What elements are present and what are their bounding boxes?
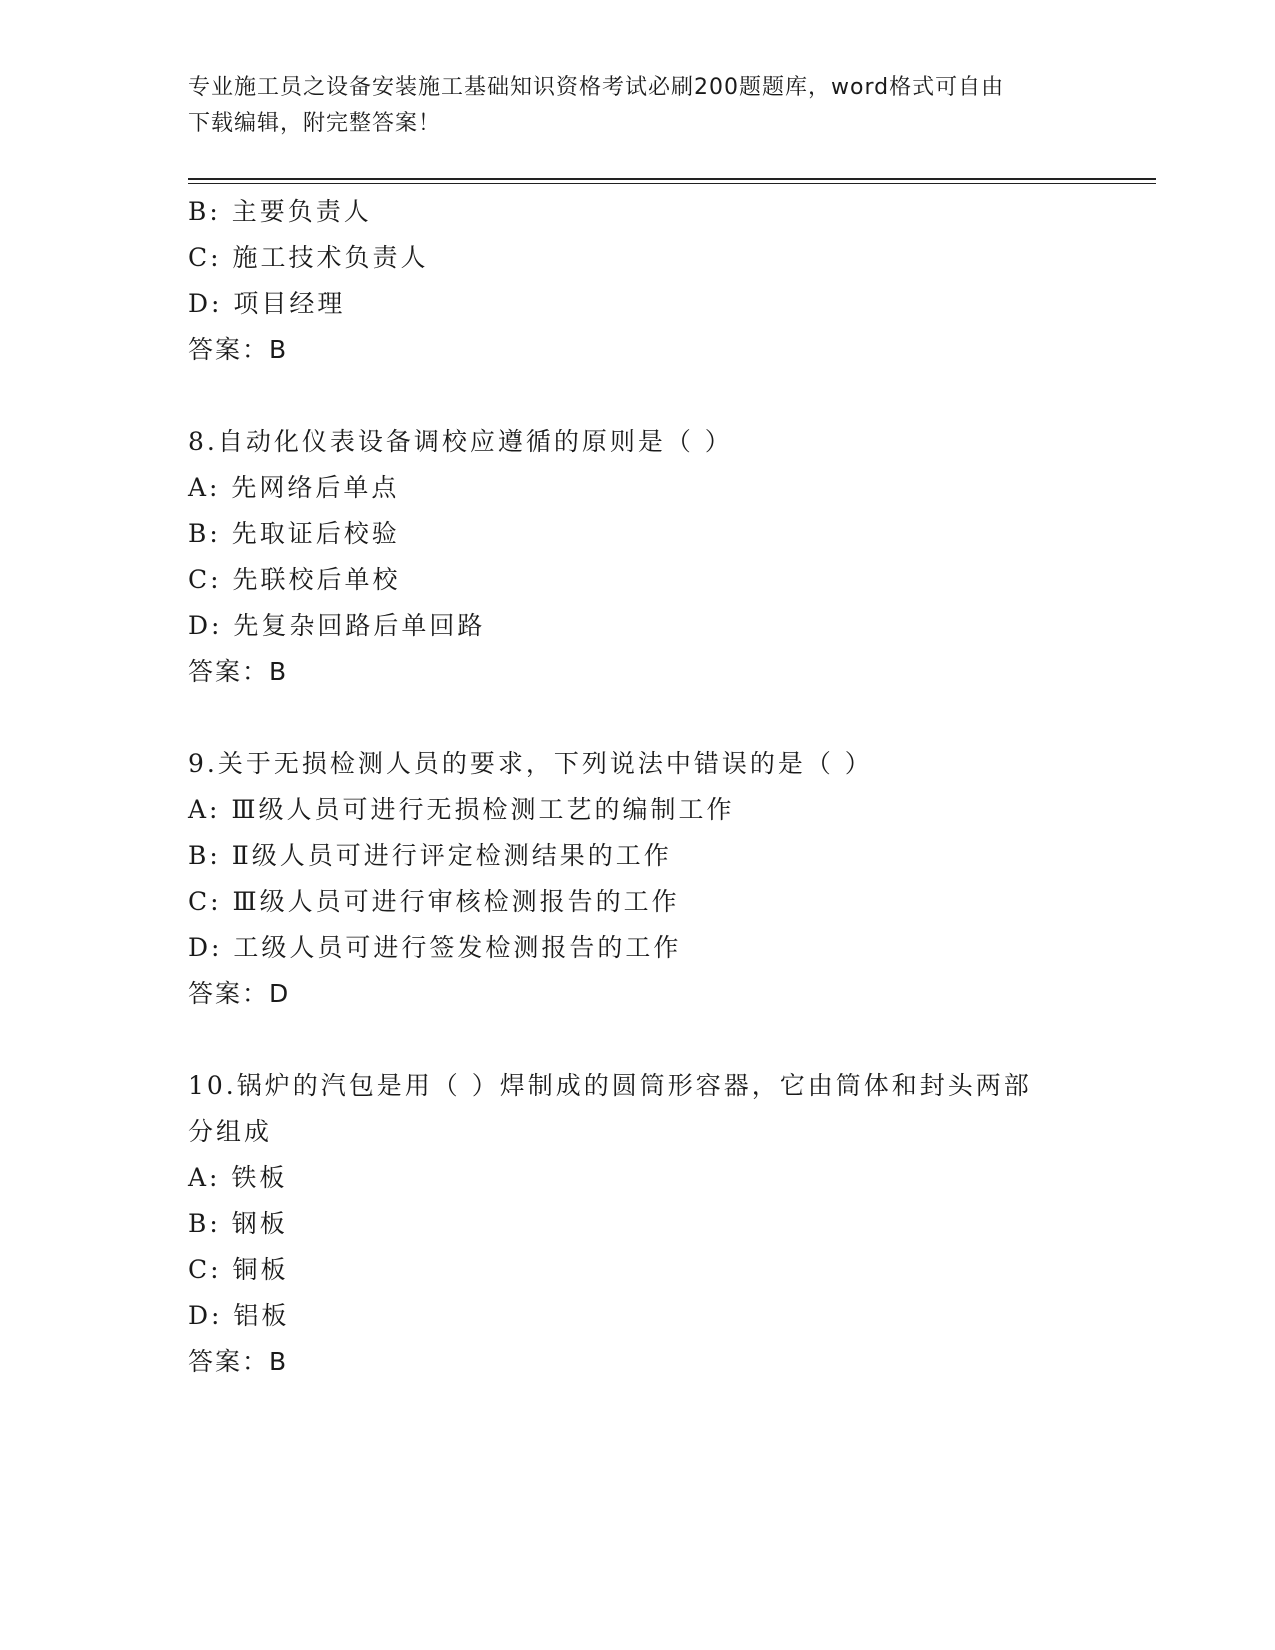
question-10 bbox=[188, 1063, 1088, 1385]
option-d: D: 工级人员可进行签发检测报告的工作 bbox=[188, 933, 682, 962]
header-divider-top bbox=[188, 178, 1156, 180]
option-d: D: 铝板 bbox=[188, 1301, 290, 1330]
header-line-1: 专业施工员之设备安装施工基础知识资格考试必刷200题题库，word格式可自由 bbox=[188, 75, 1005, 100]
option-a: A: 铁板 bbox=[188, 1163, 288, 1192]
question-8 bbox=[188, 419, 1088, 695]
question-9 bbox=[188, 741, 1088, 1017]
question-text: 9.关于无损检测人员的要求，下列说法中错误的是（ ） bbox=[188, 749, 873, 778]
option-a: A: 先网络后单点 bbox=[188, 473, 400, 502]
option-b: B: Ⅱ级人员可进行评定检测结果的工作 bbox=[188, 841, 672, 870]
header-divider-bottom bbox=[188, 183, 1156, 184]
answer: 答案：B bbox=[188, 657, 289, 686]
option-c: C: Ⅲ级人员可进行审核检测报告的工作 bbox=[188, 887, 680, 916]
answer: 答案：B bbox=[188, 1347, 289, 1376]
question-text-continued: 分组成 bbox=[188, 1117, 273, 1146]
option-b: B: 主要负责人 bbox=[188, 197, 372, 226]
question-text: 8.自动化仪表设备调校应遵循的原则是（ ） bbox=[188, 427, 733, 456]
header-line-2: 下载编辑，附完整答案！ bbox=[188, 111, 442, 136]
option-a: A: Ⅲ级人员可进行无损检测工艺的编制工作 bbox=[188, 795, 735, 824]
option-c: C: 施工技术负责人 bbox=[188, 243, 429, 272]
option-b: B: 先取证后校验 bbox=[188, 519, 400, 548]
question-7 bbox=[188, 189, 1088, 373]
answer: 答案：D bbox=[188, 979, 291, 1008]
option-d: D: 先复杂回路后单回路 bbox=[188, 611, 486, 640]
option-b: B: 钢板 bbox=[188, 1209, 288, 1238]
option-c: C: 铜板 bbox=[188, 1255, 289, 1284]
option-d: D: 项目经理 bbox=[188, 289, 346, 318]
document-header bbox=[188, 70, 1068, 142]
answer: 答案：B bbox=[188, 335, 289, 364]
option-c: C: 先联校后单校 bbox=[188, 565, 401, 594]
question-list bbox=[188, 189, 1088, 1385]
question-text: 10.锅炉的汽包是用（ ）焊制成的圆筒形容器，它由筒体和封头两部 bbox=[188, 1071, 1032, 1100]
